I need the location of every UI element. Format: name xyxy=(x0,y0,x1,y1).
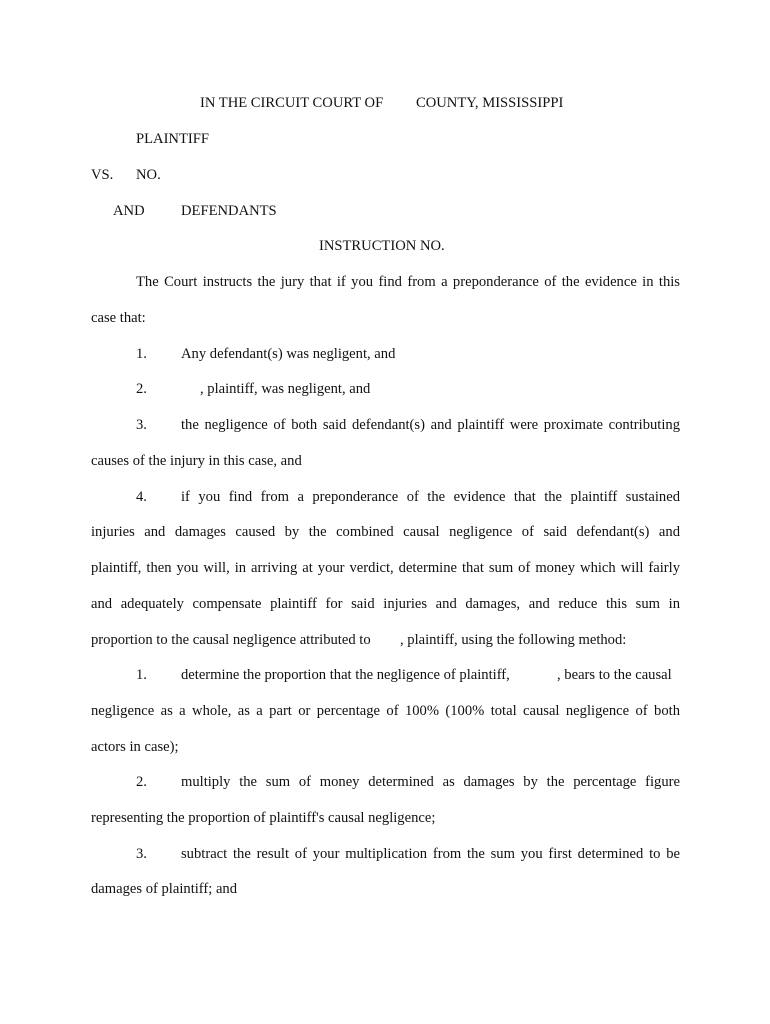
condition-1-text: Any defendant(s) was negligent, and xyxy=(181,346,396,362)
condition-3-text: the negligence of both said defendant(s) and plaintiff were proximate contributing xyxy=(181,417,680,433)
method-3-number: 3. xyxy=(136,846,147,862)
caption-vs: VS. xyxy=(91,167,114,183)
paragraph-4-line-4-left: proportion to the causal negligence attributed to xyxy=(91,632,371,648)
instruction-title: INSTRUCTION NO. xyxy=(319,238,445,254)
paragraph-4-line-3: and adequately compensate plaintiff for said injuries and damages, and reduce this sum in xyxy=(91,596,680,612)
condition-4-text: if you find from a preponderance of the evidence that the plaintiff sustained xyxy=(181,489,680,505)
caption-plaintiff: PLAINTIFF xyxy=(136,131,209,147)
method-2-number: 2. xyxy=(136,774,147,790)
condition-3-continued: causes of the injury in this case, and xyxy=(91,453,302,469)
method-2-continued: representing the proportion of plaintiff's causal negligence; xyxy=(91,810,436,826)
method-3-text: subtract the result of your multiplication from the sum you first determined to be xyxy=(181,846,680,862)
court-heading-right: COUNTY, MISSISSIPPI xyxy=(416,95,564,111)
method-1-text-left: determine the proportion that the negligence of plaintiff, xyxy=(181,667,510,683)
caption-defendants: DEFENDANTS xyxy=(181,203,277,219)
intro-line-2: case that: xyxy=(91,310,146,326)
paragraph-4-line-1: injuries and damages caused by the combined causal negligence of said defendant(s) and xyxy=(91,524,680,540)
method-1-continued-1: negligence as a whole, as a part or percentage of 100% (100% total causal negligence of both xyxy=(91,703,680,719)
condition-1-number: 1. xyxy=(136,346,147,362)
method-1-number: 1. xyxy=(136,667,147,683)
method-1-text-right: , bears to the causal xyxy=(557,667,672,683)
caption-case-no: NO. xyxy=(136,167,161,183)
method-1-continued-2: actors in case); xyxy=(91,739,179,755)
caption-and: AND xyxy=(113,203,145,219)
condition-4-number: 4. xyxy=(136,489,147,505)
paragraph-4-line-2: plaintiff, then you will, in arriving at your verdict, determine that sum of money which will fairly xyxy=(91,560,680,576)
intro-line-1: The Court instructs the jury that if you find from a preponderance of the evidence in this xyxy=(136,274,680,290)
method-3-continued: damages of plaintiff; and xyxy=(91,881,238,897)
court-heading-left: IN THE CIRCUIT COURT OF xyxy=(200,95,384,111)
method-2-text: multiply the sum of money determined as damages by the percentage figure xyxy=(181,774,680,790)
paragraph-4-line-4-right: , plaintiff, using the following method: xyxy=(400,632,627,648)
condition-2-number: 2. xyxy=(136,381,147,397)
condition-3-number: 3. xyxy=(136,417,147,433)
condition-2-text: , plaintiff, was negligent, and xyxy=(200,381,371,397)
